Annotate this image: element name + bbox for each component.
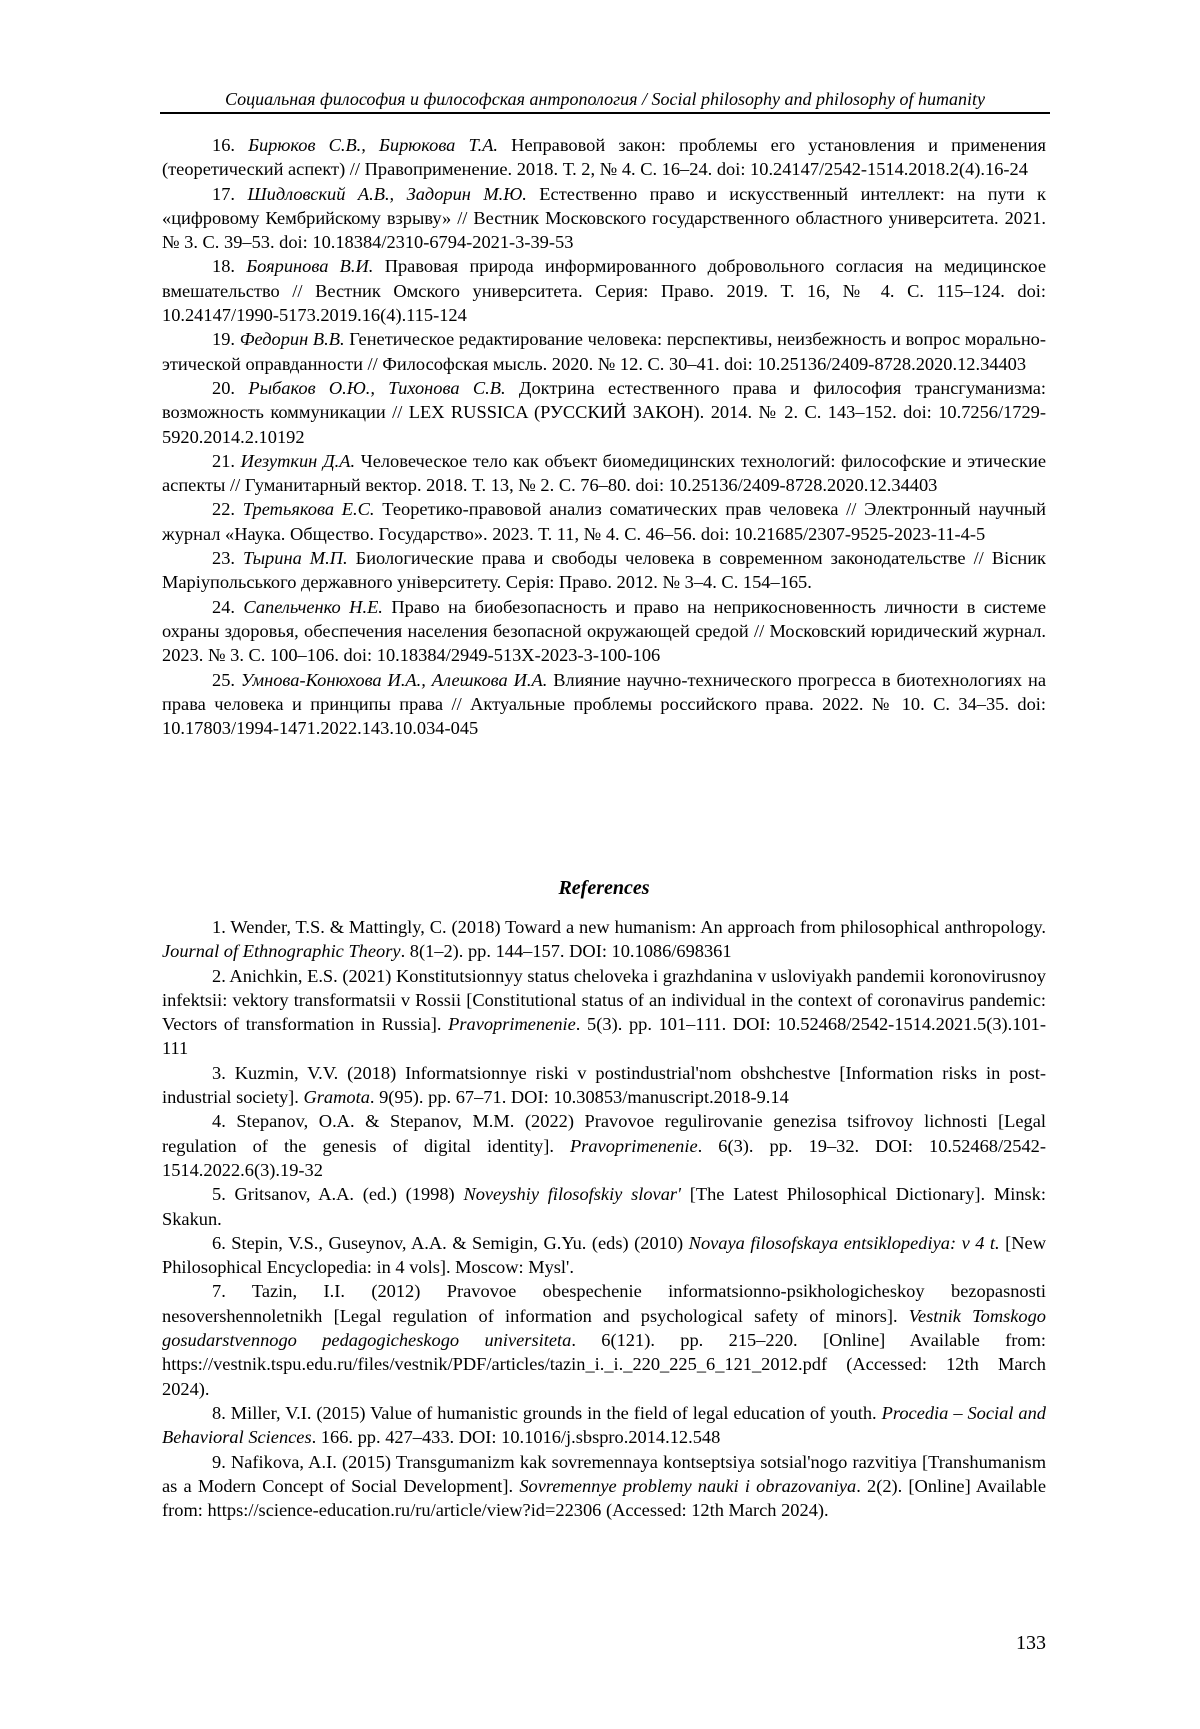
page-number: 133 [1016, 1632, 1046, 1654]
running-header: Социальная философия и философская антропология / Social philosophy and philosophy of humanity [225, 89, 985, 109]
references-russian [162, 133, 1046, 740]
reference-item: 22. Третьякова Е.С. Теоретико-правовой анализ соматических прав человека // Электронный научный журнал «Наука. Общество. Государство». 2023. Т. 11, № 4. С. 46–56. doi: 10.21685/2307-9525-2023-11-4-5 [162, 499, 1046, 544]
reference-item: 5. Gritsanov, A.A. (ed.) (1998) Noveyshiy filosofskiy slovar' [The Latest Philosophical Dictionary]. Minsk: Skakun. [162, 1184, 1046, 1229]
reference-item: 3. Kuzmin, V.V. (2018) Informatsionnye riski v postindustrial'nom obshchestve [Information risks in post-industrial society]. Gramota. 9(95). pp. 67–71. DOI: 10.30853/manuscript.2018-9.14 [162, 1062, 1046, 1108]
reference-item: 7. Tazin, I.I. (2012) Pravovoe obespechenie informatsionno-psikhologicheskoy bezopasnosti nesovershennoletnikh [Legal regulation of information and psychological safety of minors]. Vestnik Tomskogo gosudarstvennogo pedagogicheskogo universiteta. 6(121). pp. 215–220. [Online] Available from: https://vestnik.tspu.edu.ru/files/vestnik/PDF/articles/tazin_i._i._220_225_6_121_2012.pdf (Accessed: 12th March 2024). [162, 1281, 1047, 1399]
reference-item: 20. Рыбаков О.Ю., Тихонова С.В. Доктрина естественного права и философия трансгуманизма: возможность коммуникации // LEX RUSSICA (РУССКИЙ ЗАКОН). 2014. № 2. С. 143–152. doi: 10.7256/1729-5920.2014.2.10192 [162, 377, 1047, 447]
reference-item: 17. Шидловский А.В., Задорин М.Ю. Естественно право и искусственный интеллект: на пути к «цифровому Кембрийскому взрыву» // Вестник Московского государственного областного университета. 2021. № 3. С. 39–53. doi: 10.18384/2310-6794-2021-3-39-53 [162, 183, 1046, 253]
references-english [162, 915, 1046, 1522]
reference-item: 21. Иезуткин Д.А. Человеческое тело как объект биомедицинских технологий: философские и этические аспекты // Гуманитарный вектор. 2018. Т. 13, № 2. С. 76–80. doi: 10.25136/2409-8728.2020.12.34403 [162, 450, 1046, 496]
reference-item: 4. Stepanov, O.A. & Stepanov, M.M. (2022) Pravovoe regulirovanie genezisa tsifrovoy lichnosti [Legal regulation of the genesis of digital identity]. Pravoprimenenie. 6(3). pp. 19–32. DOI: 10.52468/2542-1514.2022.6(3).19-32 [162, 1111, 1046, 1180]
reference-item: 8. Miller, V.I. (2015) Value of humanistic grounds in the field of legal education of youth. Procedia – Social and Behavioral Sciences. 166. pp. 427–433. DOI: 10.1016/j.sbspro.2014.12.548 [162, 1402, 1046, 1448]
reference-item: 23. Тырина М.П. Биологические права и свободы человека в современном законодательстве // Вісник Маріупольського державного університету. Серія: Право. 2012. № 3–4. С. 154–165. [162, 548, 1046, 593]
reference-item: 19. Федорин В.В. Генетическое редактирование человека: перспективы, неизбежность и вопрос морально-этической оправданности // Философская мысль. 2020. № 12. С. 30–41. doi: 10.25136/2409-8728.2020.12.34403 [162, 329, 1046, 374]
references-heading: References [558, 877, 650, 899]
reference-item: 2. Anichkin, E.S. (2021) Konstitutsionnyy status cheloveka i grazhdanina v usloviyakh pandemii koronovirusnoy infektsii: vektory transformatsii v Rossii [Constitutional status of an individual in the context of coronavirus pandemic: Vectors of transformation in Russia]. Pravoprimenenie. 5(3). pp. 101–111. DOI: 10.52468/2542-1514.2021.5(3).101-111 [162, 965, 1046, 1059]
reference-item: 25. Умнова-Конюхова И.А., Алешкова И.А. Влияние научно-технического прогресса в биотехнологиях на права человека и принципы права // Актуальные проблемы российского права. 2022. № 10. С. 34–35. doi: 10.17803/1994-1471.2022.143.10.034-045 [162, 669, 1046, 739]
reference-item: 9. Nafikova, A.I. (2015) Transgumanizm kak sovremennaya kontseptsiya sotsial'nogo razvitiya [Transhumanism as a Modern Concept of Social Development]. Sovremennye problemy nauki i obrazovaniya. 2(2). [Online] Available from: https://science-education.ru/ru/article/view?id=22306 (Accessed: 12th March 2024). [162, 1451, 1047, 1521]
reference-item: 6. Stepin, V.S., Guseynov, A.A. & Semigin, G.Yu. (eds) (2010) Novaya filosofskaya entsiklopediya: v 4 t. [New Philosophical Encyclopedia: in 4 vols]. Moscow: Mysl'. [162, 1232, 1046, 1278]
reference-item: 1. Wender, T.S. & Mattingly, C. (2018) Toward a new humanism: An approach from philosophical anthropology. Journal of Ethnographic Theory. 8(1–2). pp. 144–157. DOI: 10.1086/698361 [162, 917, 1046, 962]
header-rule [160, 112, 1050, 114]
reference-item: 16. Бирюков С.В., Бирюкова Т.А. Неправовой закон: проблемы его установления и применения (теоретический аспект) // Правоприменение. 2018. Т. 2, № 4. С. 16–24. doi: 10.24147/2542-1514.2018.2(4).16-24 [162, 135, 1046, 180]
reference-item: 18. Бояринова В.И. Правовая природа информированного добровольного согласия на медицинское вмешательство // Вестник Омского университета. Серия: Право. 2019. Т. 16, № 4. С. 115–124. doi: 10.24147/1990-5173.2019.16(4).115-124 [162, 256, 1046, 326]
reference-item: 24. Сапельченко Н.Е. Право на биобезопасность и право на неприкосновенность личности в системе охраны здоровья, обеспечения населения безопасной окружающей средой // Московский юридический журнал. 2023. № 3. С. 100–106. doi: 10.18384/2949-513X-2023-3-100-106 [162, 596, 1046, 666]
